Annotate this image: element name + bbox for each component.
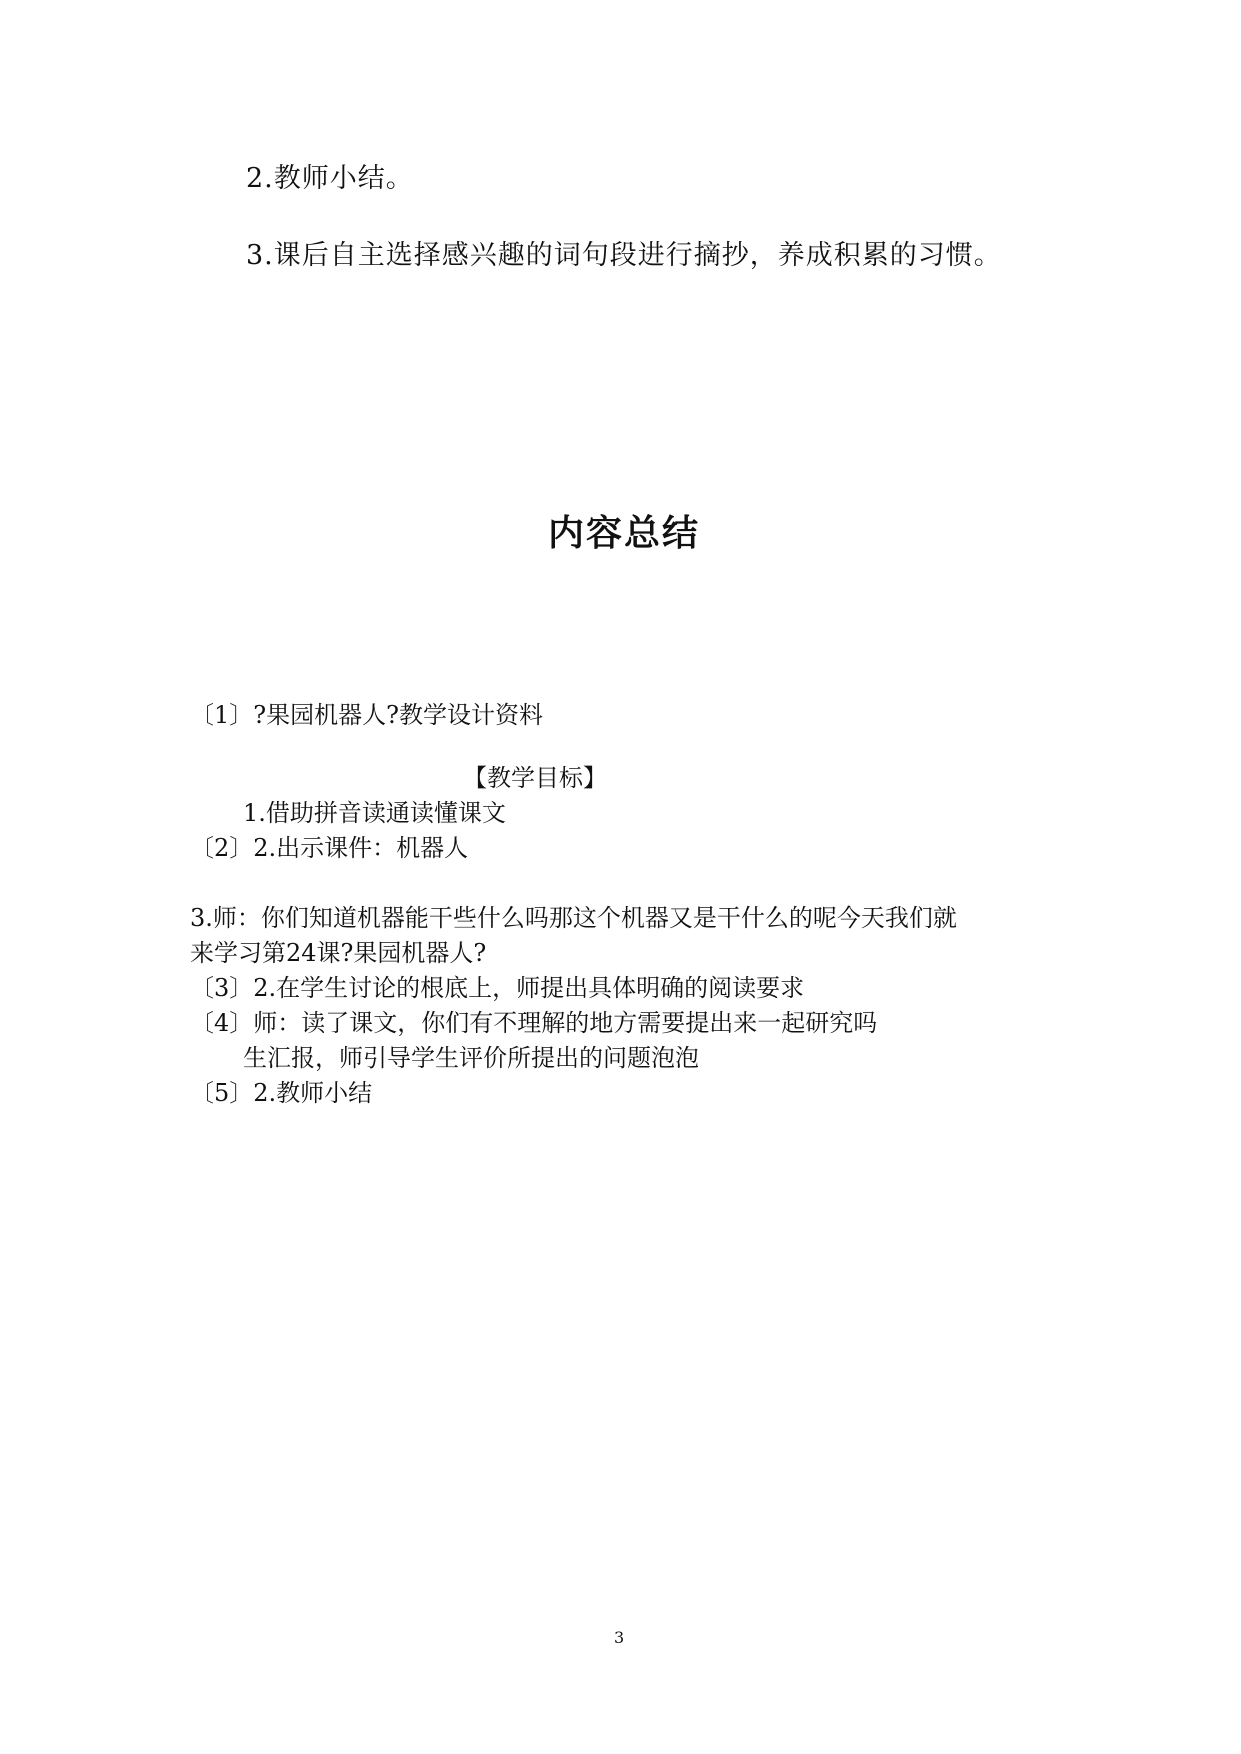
- summary-item-3-line-2: 来学习第24课?果园机器人?: [190, 939, 487, 967]
- summary-item-1: 〔1〕?果园机器人?教学设计资料: [190, 701, 544, 729]
- objective-1: 1.借助拼音读通读懂课文: [243, 799, 506, 827]
- summary-item-6: 〔5〕2.教师小结: [190, 1079, 373, 1107]
- section-title: 内容总结: [548, 513, 701, 554]
- page-number: 3: [614, 1628, 625, 1647]
- summary-item-2: 〔2〕2.出示课件：机器人: [190, 834, 469, 862]
- homework-line: 3.课后自主选择感兴趣的词句段进行摘抄，养成积累的习惯。: [246, 240, 1002, 271]
- summary-item-5: 〔4〕师：读了课文，你们有不理解的地方需要提出来一起研究吗: [190, 1009, 878, 1037]
- objectives-heading: 【教学目标】: [463, 764, 607, 792]
- summary-item-3-line-1: 3.师：你们知道机器能干些什么吗那这个机器又是干什么的呢今天我们就: [190, 904, 957, 932]
- teacher-summary-line: 2.教师小结。: [246, 163, 414, 194]
- summary-item-4: 〔3〕2.在学生讨论的根底上，师提出具体明确的阅读要求: [190, 974, 805, 1002]
- summary-item-5-sub: 生汇报，师引导学生评价所提出的问题泡泡: [243, 1044, 699, 1072]
